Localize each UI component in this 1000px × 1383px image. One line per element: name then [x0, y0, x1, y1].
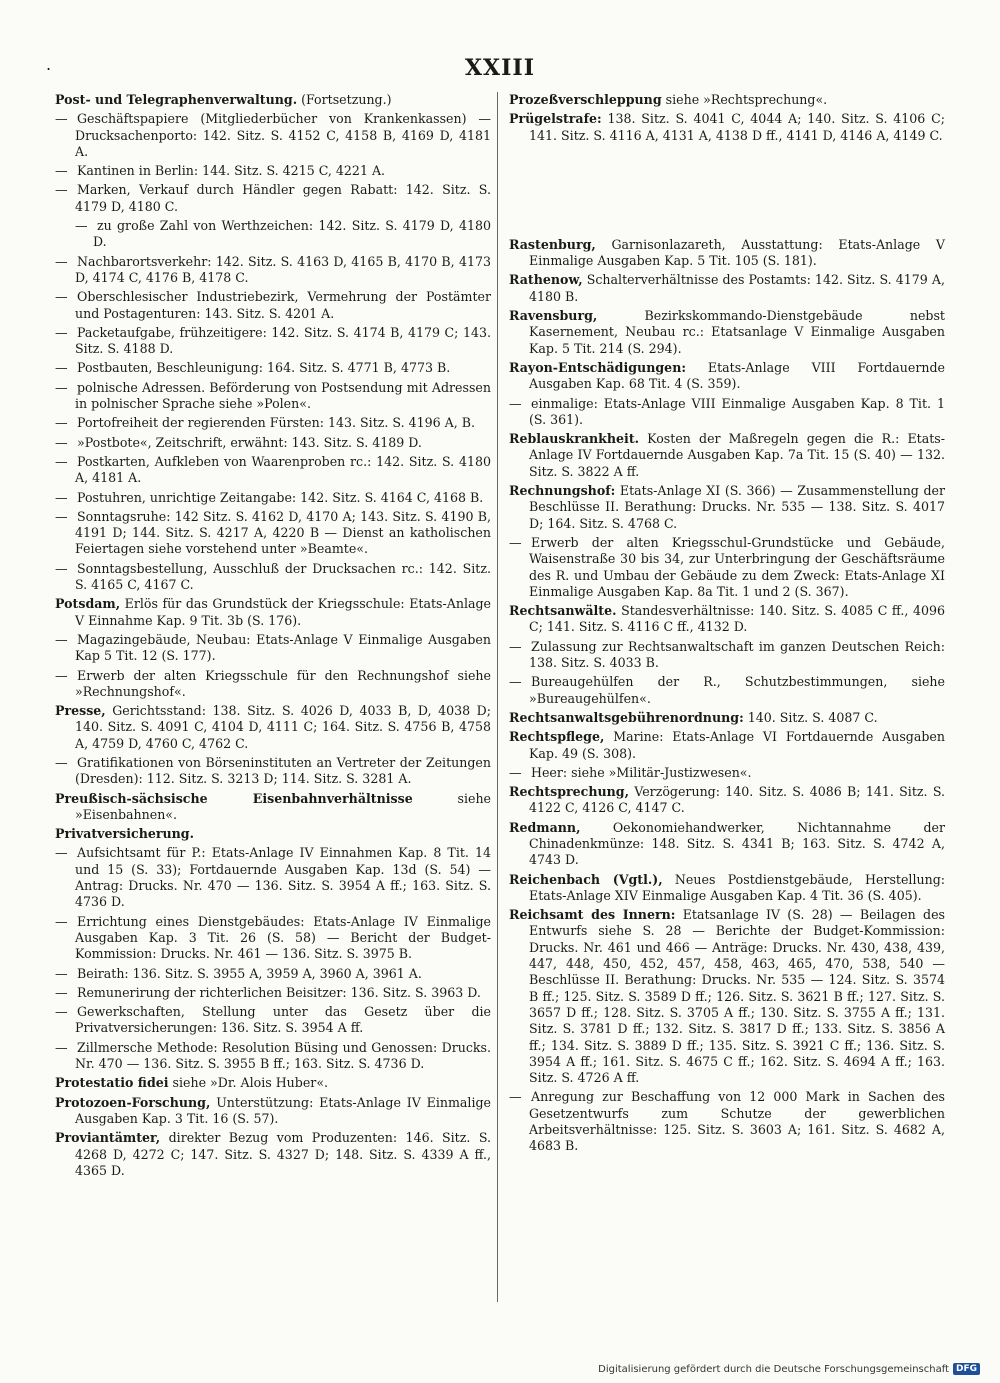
right-column-top-entries — [509, 92, 945, 144]
right-column — [509, 92, 945, 1158]
entry-dash: — — [55, 289, 68, 305]
entry-dash: — — [75, 218, 88, 234]
entry-dash: — — [55, 667, 68, 683]
index-entry — [55, 111, 491, 160]
entry-text: Remunerirung der richterlichen Beisitzer: 136. Sitz. S. 3963 D. — [77, 984, 481, 1000]
index-entry — [55, 755, 491, 788]
entry-dash: — — [55, 253, 68, 269]
entry-heading: Presse, — [55, 703, 106, 719]
footer-text: Digitalisierung gefördert durch die Deutsche Forschungsgemeinschaft — [598, 1363, 949, 1375]
index-entry — [55, 596, 491, 629]
index-entry — [509, 431, 945, 480]
index-entry — [509, 237, 945, 270]
index-entry — [55, 509, 491, 558]
index-entry — [55, 163, 491, 179]
entry-heading: Ravensburg, — [509, 308, 598, 324]
entry-text: Standesverhältnisse: 140. Sitz. S. 4085 C ff., 4096 C; 141. Sitz. S. 4116 C ff., 4132 D. — [529, 603, 945, 635]
entry-text: Etatsanlage IV (S. 28) — Beilagen des Entwurfs siehe S. 28 — Berichte der Budget-Kommission: Drucks. Nr. 461 und 466 — Anträge: Drucks. Nr. 430, 438, 439, 447, 448, 450, 452, 457, 458, 463, 465, 470, 538, 540 — Beschlüsse II. Berathung: Drucks. Nr. 535 — 124. Sitz. S. 3574 B ff.; 125. Sitz. S. 3589 D ff.; 126. Sitz. S. 3621 B ff.; 127. Sitz. S. 3657 D ff.; 128. Sitz. S. 3705 A ff.; 130. Sitz. S. 3755 A ff.; 131. Sitz. S. 3781 D ff.; 132. Sitz. S. 3817 D ff.; 133. Sitz. S. 3856 A ff.; 134. Sitz. S. 3889 D ff.; 135. Sitz. S. 3921 C ff.; 136. Sitz. S. 3954 A ff.; 161. Sitz. S. 4675 C ff.; 162. Sitz. S. 4694 A ff.; 163. Sitz. S. 4726 A ff. — [529, 907, 945, 1086]
entry-heading: Prügelstrafe: — [509, 111, 602, 127]
index-entry — [55, 1095, 491, 1128]
index-entry — [509, 765, 945, 781]
entry-dash: — — [55, 434, 68, 450]
index-entry — [55, 218, 491, 251]
entry-heading: Rathenow, — [509, 272, 583, 288]
entry-dash: — — [55, 1039, 68, 1055]
index-entry — [55, 415, 491, 431]
index-entry — [509, 535, 945, 600]
index-entry — [55, 380, 491, 413]
index-entry — [55, 845, 491, 910]
footer — [598, 1363, 980, 1375]
entry-dash: — — [509, 1089, 522, 1105]
index-entry — [55, 1040, 491, 1073]
entry-text: Erwerb der alten Kriegsschul-Grundstücke und Gebäude, Waisenstraße 30 bis 34, zur Unterbringung der Geschäftsräume des R. und Umbau der Gebäude zu dem Zweck: Etats-Anlage XI Einmalige Ausgaben Kap. 8a Tit. 1 und 2 (S. 367). — [529, 534, 945, 599]
entry-dash: — — [55, 560, 68, 576]
index-entry — [55, 454, 491, 487]
entry-dash: — — [55, 379, 68, 395]
index-entry — [509, 308, 945, 357]
left-column — [55, 92, 491, 1182]
entry-text: Bezirkskommando-Dienstgebäude nebst Kasernement, Neubau rc.: Etatsanlage V Einmalige Ausgaben Kap. 5 Tit. 214 (S. 294). — [529, 308, 945, 356]
entry-text: Oberschlesischer Industriebezirk, Vermehrung der Postämter und Postagenturen: 143. Sitz. S. 4201 A. — [75, 289, 491, 321]
entry-dash: — — [509, 764, 522, 780]
entry-text: 138. Sitz. S. 4041 C, 4044 A; 140. Sitz. S. 4106 C; 141. Sitz. S. 4116 A, 4131 A, 4138 D ff., 4141 D, 4146 A, 4149 C. — [529, 111, 945, 143]
entry-heading: Rechtsprechung, — [509, 784, 629, 800]
entry-heading: Protozoen-Forschung, — [55, 1094, 211, 1110]
entry-text: Anregung zur Beschaffung von 12 000 Mark in Sachen des Gesetzentwurfs zum Schutze der gewerblichen Arbeitsverhältnisse: 125. Sitz. S. 3603 A; 161. Sitz. S. 4682 A, 4683 B. — [529, 1089, 945, 1154]
index-entry — [55, 791, 491, 824]
entry-dash: — — [509, 674, 522, 690]
entry-dash: — — [509, 395, 522, 411]
index-entry — [55, 182, 491, 215]
entry-dash: — — [509, 638, 522, 654]
margin-dot: . — [46, 55, 52, 74]
entry-text: direkter Bezug vom Produzenten: 146. Sitz. S. 4268 D, 4272 C; 147. Sitz. S. 4327 D; 148. Sitz. S. 4339 A ff., 4365 D. — [75, 1130, 491, 1178]
index-entry — [509, 111, 945, 144]
entry-dash: — — [55, 111, 68, 127]
index-entry — [55, 254, 491, 287]
page-number: XXIII — [464, 55, 535, 81]
entry-dash: — — [55, 965, 68, 981]
entry-text: Zillmersche Methode: Resolution Büsing und Genossen: Drucks. Nr. 470 — 136. Sitz. S. 3955 B ff.; 163. Sitz. S. 4736 D. — [75, 1039, 491, 1072]
entry-text: polnische Adressen. Beförderung von Postsendung mit Adressen in polnischer Sprache siehe »Polen«. — [75, 379, 491, 412]
entry-text: Schalterverhältnisse des Postamts: 142. Sitz. S. 4179 A, 4180 B. — [529, 272, 945, 304]
entry-text: Marine: Etats-Anlage VI Fortdauernde Ausgaben Kap. 49 (S. 308). — [529, 729, 945, 761]
index-entry — [55, 435, 491, 451]
entry-text: Erwerb der alten Kriegsschule für den Rechnungshof siehe »Rechnungshof«. — [75, 667, 491, 699]
entry-text: Kosten der Maßregeln gegen die R.: Etats-Anlage IV Fortdauernde Ausgaben Kap. 7a Tit. 15 (S. 40) — 132. Sitz. S. 3822 A ff. — [529, 431, 945, 479]
entry-dash: — — [55, 754, 68, 770]
entry-dash: — — [55, 453, 68, 469]
entry-text: Beirath: 136. Sitz. S. 3955 A, 3959 A, 3960 A, 3961 A. — [77, 965, 422, 981]
entry-heading: Potsdam, — [55, 596, 121, 612]
entry-heading: Reichsamt des Innern: — [509, 907, 676, 923]
index-entry — [509, 360, 945, 393]
right-column-entries — [509, 237, 945, 1155]
entry-heading: Rechtsanwaltsgebührenordnung: — [509, 709, 744, 725]
index-entry — [509, 396, 945, 429]
index-entry — [55, 826, 491, 842]
index-entry — [509, 272, 945, 305]
entry-text: Magazingebäude, Neubau: Etats-Anlage V Einmalige Ausgaben Kap 5 Tit. 12 (S. 177). — [75, 631, 491, 664]
entry-dash: — — [509, 534, 522, 550]
entry-text: Etats-Anlage VIII Fortdauernde Ausgaben Kap. 68 Tit. 4 (S. 359). — [529, 359, 945, 392]
entry-text: Postbauten, Beschleunigung: 164. Sitz. S. 4771 B, 4773 B. — [77, 360, 451, 376]
entry-text: Heer: siehe »Militär-Justizwesen«. — [531, 764, 752, 780]
entry-text: Oekonomiehandwerker, Nichtannahme der Chinadenkmünze: 148. Sitz. S. 4341 B; 163. Sitz. S. 4742 A, 4743 D. — [529, 819, 945, 868]
entry-heading: Post- und Telegraphenverwaltung. — [55, 92, 298, 107]
entry-text: Unterstützung: Etats-Anlage IV Einmalige Ausgaben Kap. 3 Tit. 16 (S. 57). — [75, 1094, 491, 1126]
entry-text: Errichtung eines Dienstgebäudes: Etats-Anlage IV Einmalige Ausgaben Kap. 3 Tit. 26 (S. 58) — Bericht der Budget-Kommission: Drucks. Nr. 461 — 136. Sitz. S. 3975 B. — [75, 913, 491, 962]
entry-dash: — — [55, 913, 68, 929]
entry-heading: Redmann, — [509, 819, 581, 835]
entry-heading: Preußisch-sächsische Eisenbahnverhältnisse — [55, 790, 413, 806]
entry-text: Erlös für das Grundstück der Kriegsschule: Etats-Anlage V Einnahme Kap. 9 Tit. 3b (S. 176). — [75, 596, 491, 628]
entry-text: Garnisonlazareth, Ausstattung: Etats-Anlage V Einmalige Ausgaben Kap. 5 Tit. 105 (S. 181). — [529, 236, 945, 269]
entry-text: Verzögerung: 140. Sitz. S. 4086 B; 141. Sitz. S. 4122 C, 4126 C, 4147 C. — [529, 784, 945, 816]
index-entry — [509, 674, 945, 707]
entry-text: Packetaufgabe, frühzeitigere: 142. Sitz. S. 4174 B, 4179 C; 143. Sitz. S. 4188 D. — [75, 324, 491, 357]
entry-text: Gewerkschaften, Stellung unter das Gesetz über die Privatversicherungen: 136. Sitz. S. 3954 A ff. — [75, 1004, 491, 1036]
entry-text: zu große Zahl von Werthzeichen: 142. Sitz. S. 4179 D, 4180 D. — [93, 218, 491, 250]
index-entry — [55, 561, 491, 594]
index-entry — [55, 632, 491, 665]
index-entry — [509, 483, 945, 532]
entry-text: Marken, Verkauf durch Händler gegen Rabatt: 142. Sitz. S. 4179 D, 4180 C. — [75, 182, 491, 214]
entry-heading: Reblauskrankheit. — [509, 431, 640, 447]
entry-text: Aufsichtsamt für P.: Etats-Anlage IV Einnahmen Kap. 8 Tit. 14 und 15 (S. 33); Fortdauernde Ausgaben Kap. 13d (S. 54) — Antrag: Drucks. Nr. 470 — 136. Sitz. S. 3954 A ff.; 163. Sitz. S. 4736 D. — [75, 845, 491, 910]
index-entry — [55, 1075, 491, 1091]
entry-text: Neues Postdienstgebäude, Herstellung: Etats-Anlage XIV Einmalige Ausgaben Kap. 4 Tit. 36 (S. 405). — [529, 871, 946, 903]
entry-dash: — — [55, 1004, 68, 1020]
entry-heading: Protestatio fidei — [55, 1075, 169, 1091]
entry-heading: Rastenburg, — [509, 236, 596, 252]
entry-text: Bureaugehülfen der R., Schutzbestimmungen, siehe »Bureaugehülfen«. — [529, 674, 945, 706]
entry-heading: Rayon-Entschädigungen: — [509, 359, 686, 375]
entry-dash: — — [55, 415, 68, 431]
entry-text: Etats-Anlage XI (S. 366) — Zusammenstellung der Beschlüsse II. Berathung: Drucks. Nr. 535 — 138. Sitz. S. 4017 D; 164. Sitz. S. 4768 C. — [529, 483, 945, 531]
entry-text: einmalige: Etats-Anlage VIII Einmalige Ausgaben Kap. 8 Tit. 1 (S. 361). — [529, 395, 945, 427]
entry-text: Geschäftspapiere (Mitgliederbücher von Krankenkassen) — Drucksachenporto: 142. Sitz. S. 4152 C, 4158 B, 4169 D, 4181 A. — [75, 111, 491, 159]
index-entry — [509, 639, 945, 672]
entry-text: siehe »Rechtsprechung«. — [661, 92, 828, 107]
index-entry — [509, 92, 945, 108]
entry-text: Postkarten, Aufkleben von Waarenproben rc.: 142. Sitz. S. 4180 A, 4181 A. — [75, 453, 491, 486]
entry-text: Gratifikationen von Börseninstituten an Vertreter der Zeitungen (Dresden): 112. Sitz. S. 3213 D; 114. Sitz. S. 3281 A. — [75, 754, 491, 787]
entry-heading: Proviantämter, — [55, 1130, 161, 1146]
entry-text: (Fortsetzung.) — [297, 92, 392, 107]
entry-text: Zulassung zur Rechtsanwaltschaft im ganzen Deutschen Reich: 138. Sitz. S. 4033 B. — [529, 638, 945, 671]
index-entry — [509, 872, 945, 905]
entry-dash: — — [55, 182, 68, 198]
index-entry — [55, 914, 491, 963]
entry-text: siehe »Eisenbahnen«. — [75, 790, 492, 822]
index-entry — [55, 703, 491, 752]
index-entry — [55, 92, 491, 108]
index-entry — [55, 1130, 491, 1179]
entry-text: Portofreiheit der regierenden Fürsten: 143. Sitz. S. 4196 A, B. — [77, 415, 475, 431]
entry-heading: Reichenbach (Vgtl.), — [509, 871, 663, 887]
entry-text: 140. Sitz. S. 4087 C. — [743, 709, 878, 725]
entry-heading: Prozeßverschleppung — [509, 92, 662, 107]
entry-text: »Postbote«, Zeitschrift, erwähnt: 143. Sitz. S. 4189 D. — [77, 434, 422, 450]
column-gap — [509, 147, 945, 237]
entry-dash: — — [55, 845, 68, 861]
entry-text: Kantinen in Berlin: 144. Sitz. S. 4215 C, 4221 A. — [77, 163, 386, 179]
column-divider — [497, 92, 498, 1302]
index-entry — [509, 1089, 945, 1154]
entry-dash: — — [55, 631, 68, 647]
index-entry — [55, 490, 491, 506]
entry-text: Sonntagsruhe: 142 Sitz. S. 4162 D, 4170 A; 143. Sitz. S. 4190 B, 4191 D; 144. Sitz. S. 4217 A, 4220 B — Dienst an katholischen Feiertagen siehe vorstehend unter »Beamte«. — [75, 508, 491, 557]
index-entry — [55, 985, 491, 1001]
index-entry — [509, 784, 945, 817]
entry-heading: Rechtsanwälte. — [509, 603, 617, 619]
index-entry — [509, 603, 945, 636]
entry-dash: — — [55, 508, 68, 524]
dfg-logo-icon: DFG — [953, 1363, 980, 1375]
index-entry — [55, 289, 491, 322]
index-entry — [509, 729, 945, 762]
entry-dash: — — [55, 489, 68, 505]
entry-text: Nachbarortsverkehr: 142. Sitz. S. 4163 D, 4165 B, 4170 B, 4173 D, 4174 C, 4176 B, 4178 C. — [75, 253, 491, 285]
entry-dash: — — [55, 984, 68, 1000]
index-entry — [55, 668, 491, 701]
entry-dash: — — [55, 163, 68, 179]
index-entry — [509, 907, 945, 1086]
entry-dash: — — [55, 360, 68, 376]
entry-heading: Privatversicherung. — [55, 826, 194, 842]
entry-dash: — — [55, 324, 68, 340]
entry-heading: Rechtspflege, — [509, 729, 605, 745]
entry-text: Gerichtsstand: 138. Sitz. S. 4026 D, 4033 B, D, 4038 D; 140. Sitz. S. 4091 C, 4104 D, 4111 C; 164. Sitz. S. 4756 B, 4758 A, 4759 D, 4760 C, 4762 C. — [75, 703, 491, 751]
index-entry — [55, 325, 491, 358]
entry-text: Sonntagsbestellung, Ausschluß der Drucksachen rc.: 142. Sitz. S. 4165 C, 4167 C. — [75, 560, 491, 593]
entry-text: Postuhren, unrichtige Zeitangabe: 142. Sitz. S. 4164 C, 4168 B. — [77, 489, 484, 505]
index-entry — [55, 1004, 491, 1037]
index-entry — [509, 820, 945, 869]
index-entry — [55, 360, 491, 376]
entry-heading: Rechnungshof: — [509, 483, 616, 499]
index-entry — [509, 710, 945, 726]
index-entry — [55, 966, 491, 982]
entry-text: siehe »Dr. Alois Huber«. — [168, 1075, 329, 1091]
